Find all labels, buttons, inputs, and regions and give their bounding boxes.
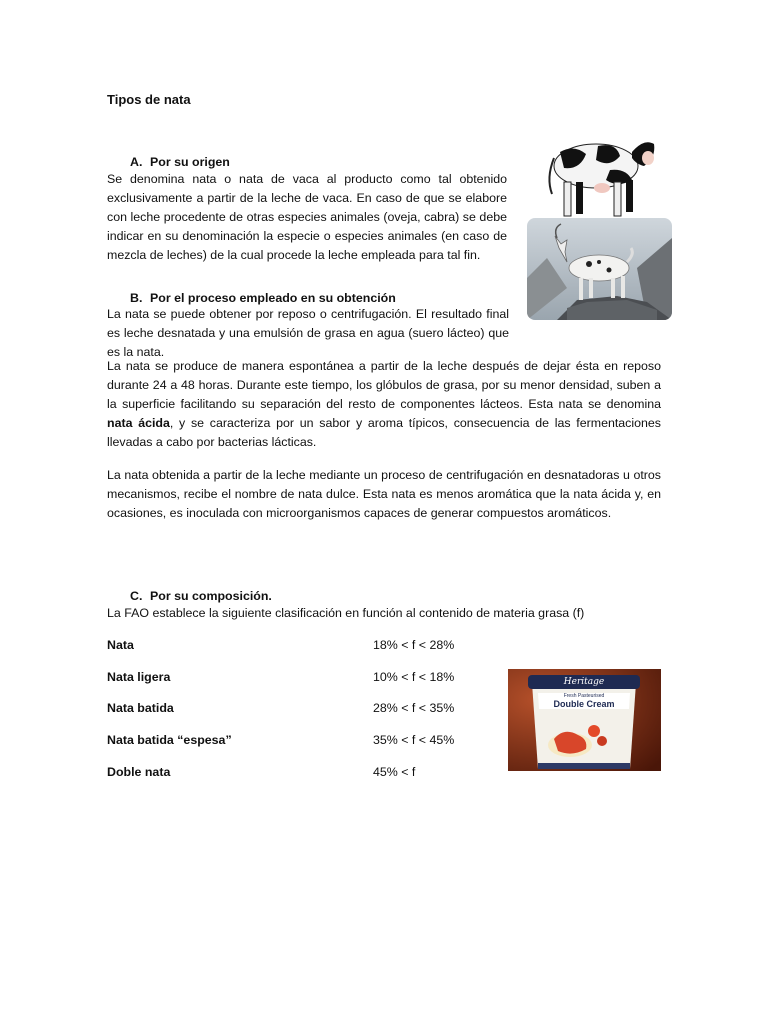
double-cream-photo	[508, 669, 661, 771]
section-b-letter: B.	[130, 291, 143, 305]
cow-illustration	[540, 118, 658, 222]
section-a-paragraph: Se denomina nata o nata de vaca al producto como tal obtenido exclusivamente a partir de la leche de vaca. En caso de que se elabore con leche procedente de otras especies animales (oveja, cabra) se debe indicar en su denominación la especie o especies animales (en caso de mezcla de leches) de la cual procede la leche empleada para tal fin.	[107, 172, 507, 262]
cream-product-name: Double Cream	[553, 699, 615, 709]
page-title: Tipos de nata	[107, 92, 191, 107]
table-row-label: Doble nata	[107, 765, 171, 779]
table-row-label: Nata	[107, 638, 134, 652]
section-c-intro: La FAO establece la siguiente clasificación en función al contenido de materia grasa (f)	[107, 606, 585, 620]
table-row-label: Nata batida	[107, 701, 174, 715]
section-b-paragraph-1-lead	[107, 305, 509, 359]
section-b-paragraph-3: La nata obtenida a partir de la leche mediante un proceso de centrifugación en desnatadoras u otros mecanismos, recibe el nombre de nata dulce. Esta nata es menos aromática que la nata ácida y, en ocasiones, es inoculada con microorganismos capaces de generar compuestos aromáticos.	[107, 468, 661, 520]
cream-brand: Heritage	[563, 677, 605, 687]
table-row-label: Nata ligera	[107, 670, 171, 684]
section-c-letter: C.	[130, 589, 143, 603]
table-row-range: 18% < f < 28%	[373, 638, 455, 652]
table-row-label: Nata batida “espesa”	[107, 733, 232, 747]
section-c-title: Por su composición.	[150, 589, 272, 603]
section-b-paragraph-2-before: La nata se produce de manera espontánea a partir de la leche después de dejar ésta en reposo durante 24 a 48 horas. Durante este tiempo, los glóbulos de grasa, por su menor densidad, suben a la superficie facilitando su separación del resto de componentes lácteos. Esta nata se denomina	[107, 359, 661, 411]
table-row-range: 28% < f < 35%	[373, 701, 455, 715]
section-b-paragraph-1: La nata se puede obtener por reposo o centrifugación. El resultado final es leche desnatada y una emulsión de grasa en agua (suero lácteo) que es la nata.	[107, 307, 509, 359]
table-row-range: 45% < f	[373, 765, 416, 779]
cow-photo	[540, 118, 658, 222]
goat-photo	[527, 218, 672, 320]
table-row-range: 35% < f < 45%	[373, 733, 455, 747]
section-b-paragraph-2-after: , y se caracteriza por un sabor y aroma típicos, consecuencia de las fermentaciones llevadas a cabo por bacterias lácticas.	[107, 416, 661, 449]
section-b-paragraph-2-bold: nata ácida	[107, 416, 170, 430]
table-row-range: 10% < f < 18%	[373, 670, 455, 684]
cream-subtitle: Fresh Pasteurised	[563, 693, 605, 699]
goat-illustration	[527, 218, 672, 320]
section-a-title: Por su origen	[150, 155, 230, 169]
section-b-paragraph-2	[107, 357, 661, 452]
section-a-letter: A.	[130, 155, 143, 169]
section-b-title: Por el proceso empleado en su obtención	[150, 291, 396, 305]
